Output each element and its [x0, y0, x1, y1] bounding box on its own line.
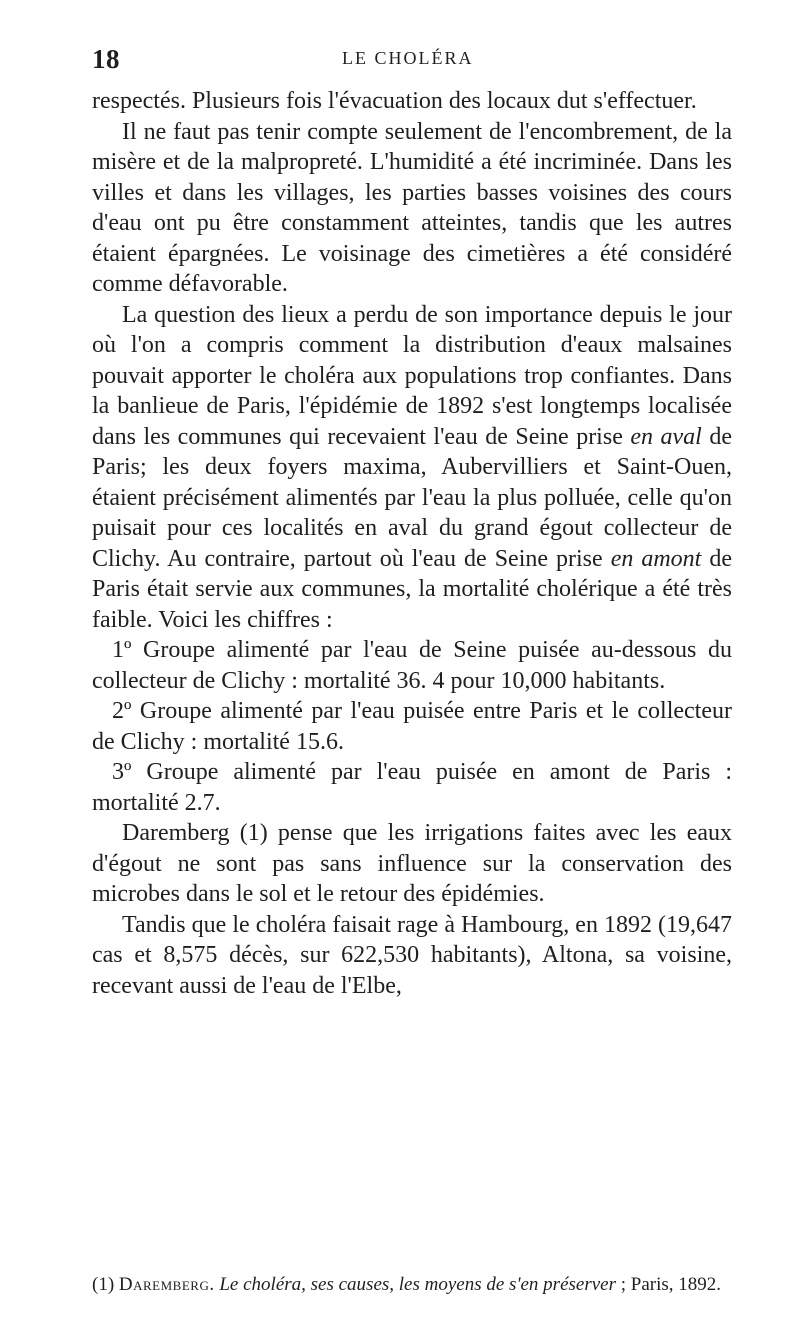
footnote-author: Daremberg. — [118, 1274, 215, 1295]
paragraph-continuation: respectés. Plusieurs fois l'évacuation des locaux dut s'effectuer. — [92, 88, 697, 114]
paragraph-daremberg: Daremberg (1) pense que les irrigations faites avec les eaux d'égout ne sont pas sans influence sur la conservation des microbes dans le sol et le retour des épidémies. — [92, 820, 732, 907]
page-number: 18 — [92, 44, 120, 74]
footnote-title: Le choléra, ses causes, les moyens de s'en préserver — [219, 1274, 616, 1295]
paragraph-text-part: de Paris était servie aux communes, la mortalité cholérique a été très faible. Voici les chiffres : — [92, 545, 733, 633]
paragraph-humidity: Il ne faut pas tenir compte seulement de l'encombrement, de la misère et de la malpropreté. L'humidité a été incriminée. Dans les villes et dans les villages, les parties basses voisines des cours d'eau ont pu être constamment atteintes, tandis que les autres étaient épargnées. Le voisinage des cimetières a été considéré comme défavorable. — [92, 118, 732, 297]
footnote-marker: (1) — [92, 1274, 119, 1295]
footnote — [92, 1270, 732, 1300]
paragraph-hamburg: Tandis que le choléra faisait rage à Hambourg, en 1892 (19,647 cas et 8,575 décès, sur 622,530 habitants), Altona, sa voisine, recevant aussi de l'eau de l'Elbe, — [92, 911, 732, 999]
list-item-group-2: 2º Groupe alimenté par l'eau puisée entre Paris et le collecteur de Clichy : mortalité 15.6. — [92, 698, 732, 755]
list-item-group-3: 3º Groupe alimenté par l'eau puisée en amont de Paris : mortalité 2.7. — [92, 759, 732, 816]
paragraph-water-distribution — [92, 300, 732, 636]
footnote-publication: ; Paris, 1892. — [616, 1274, 722, 1295]
emphasis-en-aval: en aval — [630, 423, 702, 450]
body-text — [92, 86, 732, 1001]
page-header — [92, 42, 732, 74]
paragraph-text-part: La question des lieux a perdu de son importance depuis le jour où l'on a compris comment la distribution d'eaux malsaines pouvait apporter le choléra aux populations trop confiantes. Dans la banlieue de Paris, l'épidémie de 1892 s'est longtemps localisée dans les communes qui recevaient l'eau de Seine prise — [92, 301, 732, 450]
running-title: LE CHOLÉRA — [342, 48, 474, 68]
emphasis-en-amont: en amont — [610, 545, 702, 572]
list-item-group-1: 1º Groupe alimenté par l'eau de Seine puisée au-dessous du collecteur de Clichy : mortalité 36. 4 pour 10,000 habitants. — [92, 637, 732, 694]
paragraph-text-part: de Paris; les deux foyers maxima, Aubervilliers et Saint-Ouen, étaient précisément alimentés par l'eau la plus polluée, celle qu'on puisait pour ces localités en aval du grand égout collecteur de Clichy. Au contraire, partout où l'eau de Seine prise — [92, 423, 733, 572]
